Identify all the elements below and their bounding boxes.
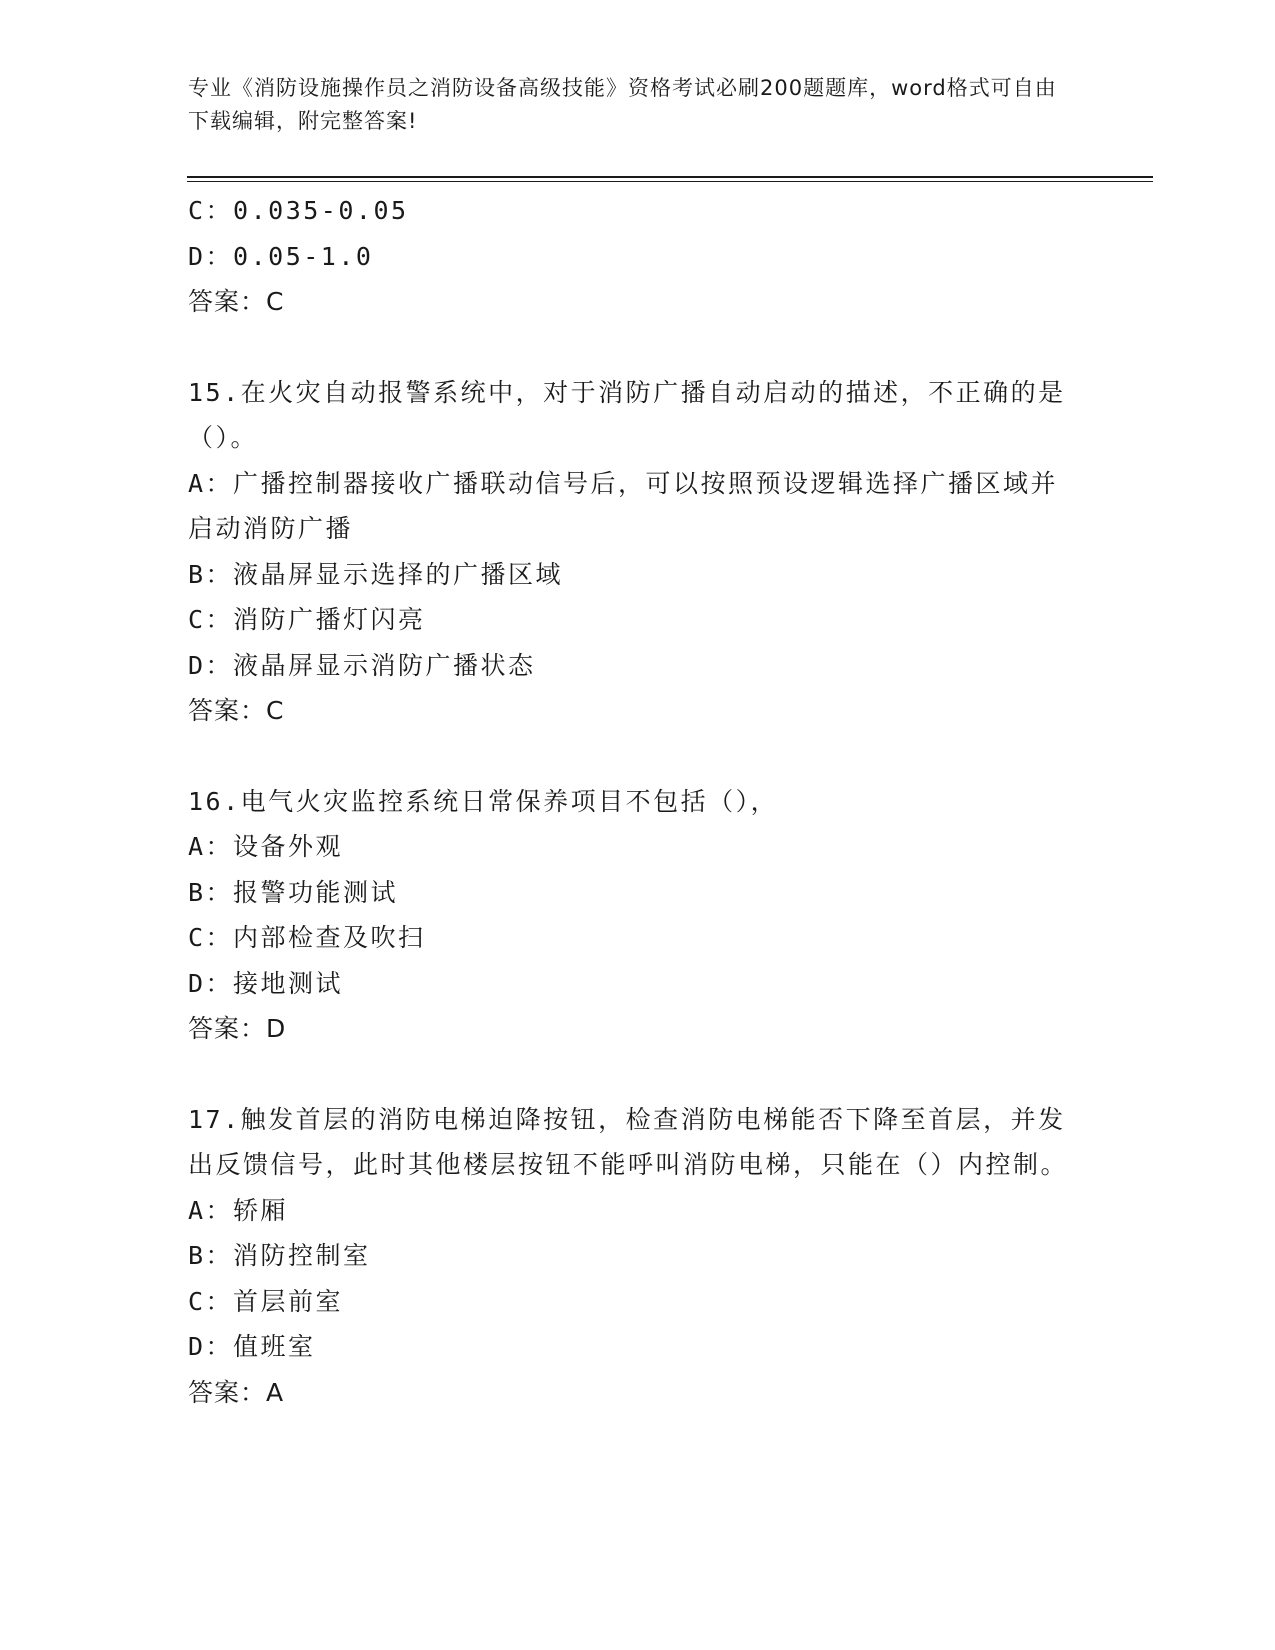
answer-line: 答案：C — [188, 696, 285, 725]
answer-line: 答案：C — [188, 287, 285, 316]
option-b: B：报警功能测试 — [188, 877, 399, 907]
header-title: 专业《消防设施操作员之消防设备高级技能》资格考试必刷200题题库，word格式可自由下载编辑，附完整答案! — [188, 76, 1057, 133]
option-d: D：0.05-1.0 — [188, 241, 374, 271]
document-header — [188, 72, 1068, 138]
option-c: C：首层前室 — [188, 1286, 344, 1316]
option-c: C：消防广播灯闪亮 — [188, 605, 426, 634]
question-17 — [188, 1097, 1068, 1416]
header-divider-thin — [187, 181, 1153, 182]
option-d: D：液晶屏显示消防广播状态 — [188, 650, 536, 680]
question-fragment — [188, 188, 1068, 325]
option-d: D：值班室 — [188, 1332, 316, 1361]
option-c: C：0.035-0.05 — [188, 196, 409, 225]
option-b: B：液晶屏显示选择的广播区域 — [188, 559, 564, 589]
option-a: A：广播控制器接收广播联动信号后，可以按照预设逻辑选择广播区域并启动消防广播 — [188, 468, 1059, 543]
option-d: D：接地测试 — [188, 968, 344, 998]
question-list — [188, 188, 1068, 1415]
header-divider-thick — [187, 176, 1153, 178]
answer-line: 答案：D — [188, 1014, 287, 1043]
question-15 — [188, 370, 1068, 734]
question-stem: 16.电气火灾监控系统日常保养项目不包括（）， — [188, 786, 779, 816]
option-c: C：内部检查及吹扫 — [188, 923, 426, 952]
question-16 — [188, 779, 1068, 1052]
option-a: A：设备外观 — [188, 832, 344, 861]
option-b: B：消防控制室 — [188, 1241, 371, 1270]
option-a: A：轿厢 — [188, 1195, 289, 1225]
answer-line: 答案：A — [188, 1377, 285, 1407]
question-stem: 15.在火灾自动报警系统中，对于消防广播自动启动的描述，不正确的是（）。 — [188, 377, 1066, 452]
question-stem: 17.触发首层的消防电梯迫降按钮，检查消防电梯能否下降至首层，并发出反馈信号，此时其他楼层按钮不能呼叫消防电梯，只能在（）内控制。 — [188, 1104, 1069, 1179]
